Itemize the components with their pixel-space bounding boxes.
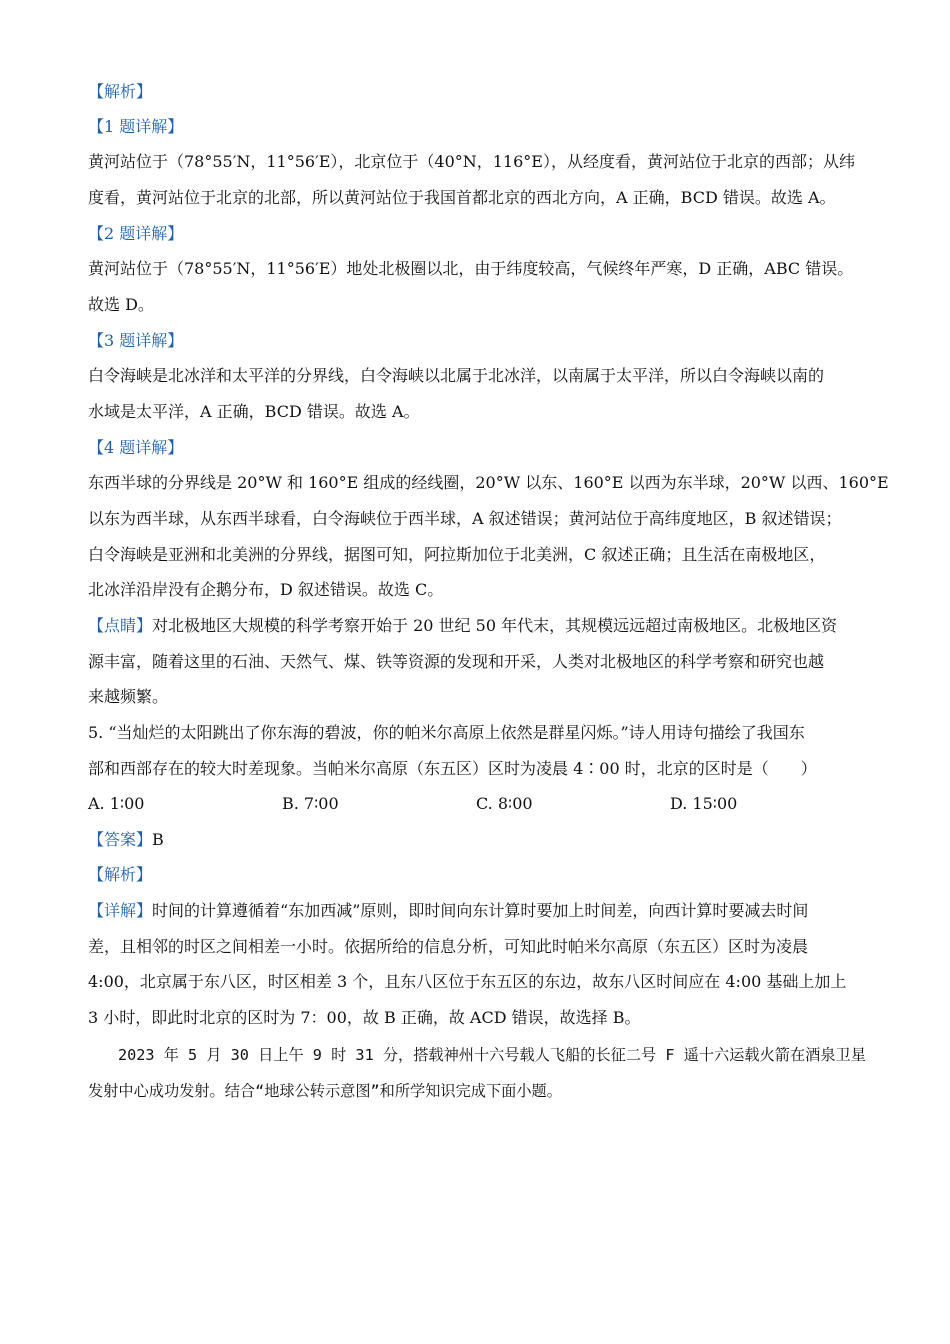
q5-option-c: C. 8∶00: [476, 794, 533, 813]
q4-line-4: 北冰洋沿岸没有企鹅分布，D 叙述错误。故选 C。: [88, 580, 444, 599]
passage-line-2: 发射中心成功发射。结合“地球公转示意图”和所学知识完成下面小题。: [88, 1082, 562, 1100]
inline-tag: 【1 题详解】: [88, 117, 184, 136]
q5-option-a: A. 1∶00: [88, 794, 145, 813]
detail-line-4: 3 小时，即此时北京的区时为 7：00，故 B 正确，故 ACD 错误，故选择 B。: [88, 1008, 641, 1027]
answer-tag: 【答案】: [88, 830, 153, 849]
inline-tag: 【点睛】: [88, 616, 153, 635]
q3-line-1: 白令海峡是北冰洋和太平洋的分界线，白令海峡以北属于北冰洋，以南属于太平洋，所以白令海峡以南的: [88, 366, 825, 385]
q1-line-2: 度看，黄河站位于北京的北部，所以黄河站位于我国首都北京的西北方向，A 正确，BCD 错误。故选 A。: [88, 188, 836, 207]
detail-tag: 【详解】: [88, 901, 153, 920]
q4-heading: [88, 436, 183, 460]
q3-heading: [88, 329, 183, 353]
passage-line-1: 2023 年 5 月 30 日上午 9 时 31 分，搭载神州十六号载人飞船的长征二号 F 遥十六运载火箭在酒泉卫星: [118, 1046, 866, 1064]
tip-line-3: 来越频繁。: [88, 687, 169, 706]
answer-value: B: [152, 830, 164, 849]
q5-option-d: D. 15∶00: [670, 794, 738, 813]
tip-line-1: [88, 614, 837, 638]
q2-heading: [88, 222, 183, 246]
inline-tag: 【4 题详解】: [88, 438, 184, 457]
tip-line-2: 源丰富，随着这里的石油、天然气、煤、铁等资源的发现和开采，人类对北极地区的科学考察和研究也越: [88, 652, 825, 671]
q5-option-b: B. 7∶00: [282, 794, 339, 813]
inline-tag: 【2 题详解】: [88, 224, 184, 243]
q4-line-3: 白令海峡是亚洲和北美洲的分界线，据图可知，阿拉斯加位于北美洲，C 叙述正确；且生活在南极地区，: [88, 545, 826, 564]
answer-line: [88, 828, 164, 852]
section-tag-analysis: 【解析】: [88, 82, 153, 101]
inline-text: 对北极地区大规模的科学考察开始于 20 世纪 50 年代末，其规模远远超过南极地区。北极地区资: [152, 616, 838, 635]
q4-line-1: 东西半球的分界线是 20°W 和 160°E 组成的经线圈，20°W 以东、160°E 以西为东半球，20°W 以西、160°E: [88, 473, 889, 492]
q1-heading: [88, 115, 183, 139]
detail-line-2: 差，且相邻的时区之间相差一小时。依据所给的信息分析，可知此时帕米尔高原（东五区）区时为凌晨: [88, 937, 809, 956]
inline-tag: 【3 题详解】: [88, 331, 184, 350]
q3-line-2: 水域是太平洋，A 正确，BCD 错误。故选 A。: [88, 402, 420, 421]
q5-stem-line-2: 部和西部存在的较大时差现象。当帕米尔高原（东五区）区时为凌晨 4∶00 时，北京的区时是（ ）: [88, 759, 817, 778]
detail-text-1: 时间的计算遵循着“东加西减”原则，即时间向东计算时要加上时间差，向西计算时要减去时间: [152, 901, 809, 920]
detail-line-1: [88, 899, 808, 923]
q2-line-2: 故选 D。: [88, 295, 154, 314]
q2-line-1: 黄河站位于（78°55′N，11°56′E）地处北极圈以北，由于纬度较高，气候终年严寒，D 正确，ABC 错误。: [88, 259, 854, 278]
q1-line-1: 黄河站位于（78°55′N，11°56′E），北京位于（40°N，116°E），从经度看，黄河站位于北京的西部；从纬: [88, 152, 855, 171]
q4-line-2: 以东为西半球，从东西半球看，白令海峡位于西半球，A 叙述错误；黄河站位于高纬度地区，B 叙述错误；: [88, 509, 842, 528]
detail-line-3: 4:00，北京属于东八区，时区相差 3 个，且东八区位于东五区的东边，故东八区时间应在 4:00 基础上加上: [88, 972, 847, 991]
q5-stem-line-1: 5. “当灿烂的太阳跳出了你东海的碧波，你的帕米尔高原上依然是群星闪烁。”诗人用诗句描绘了我国东: [88, 723, 805, 742]
section-tag-analysis-2: 【解析】: [88, 865, 153, 884]
